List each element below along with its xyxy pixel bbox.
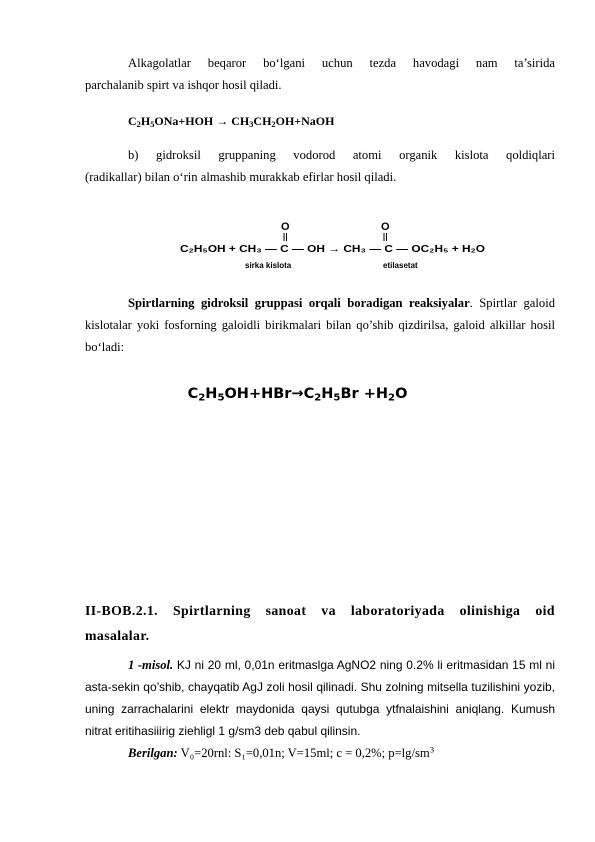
paragraph-alcoholates [85, 52, 555, 96]
paragraph-line: Alkagolatlar beqaror bo‘lgani uchun tezda havodagi nam ta’sirida [128, 56, 555, 70]
given-sup: 3 [429, 744, 435, 755]
heading-word: Spirtlarning [172, 603, 251, 618]
given-label: Berilgan: [128, 746, 178, 760]
equation-part: $C_2H_5ONa+HOH$ → $CH_3CH_2OH+NaOH$ [128, 114, 335, 130]
paragraph-line: b) gidroksil gruppaning vodorod atomi organik kislota qoldiqlari [128, 148, 555, 162]
heading-word: sanoat [265, 603, 307, 618]
scheme-reaction: C₂H₅OH + CH₃ — C — OH → CH₃ — C — OC₂H₅ + H₂O [180, 243, 485, 255]
oxygen-left: O [281, 221, 290, 233]
label-ethyl-acetate: etilasetat [383, 261, 418, 270]
heading-word: II-BOB.2.1. [85, 603, 159, 618]
section-heading [85, 598, 555, 648]
heading-word: laboratoriyada [350, 603, 445, 618]
paragraph-line: (radikallar) bilan o‘rin almashib murakkab efirlar hosil qiladi. [85, 170, 397, 184]
heading-line: masalalar. [85, 628, 150, 643]
oxygen-right: O [381, 221, 390, 233]
esterification-scheme [175, 217, 495, 277]
heading-word: olinishiga [459, 603, 521, 618]
paragraph-text: . Spirtlar galoid kislotalar yoki fosforning galoidli birikmalari bilan qo’shib qizdirilsa, galoid alkillar hosil bo‘ladi: [85, 296, 555, 354]
heading-word: va [321, 603, 336, 618]
paragraph-line: parchalanib spirt va ishqor hosil qiladi. [85, 78, 282, 92]
equation-hydrolysis [85, 110, 555, 132]
given-data [85, 742, 555, 764]
example-problem [85, 654, 555, 742]
example-label: 1 -misol. [128, 658, 174, 672]
given-text: V₀=20rnl: S₁=0,01n; V=15ml; c = 0,2%; p=lg/sm [177, 746, 430, 760]
heading-word: oid [535, 603, 555, 618]
paragraph-halide [85, 292, 555, 358]
paragraph-bold-term: Spirtlarning gidroksil gruppasi orqali boradigan reaksiyalar [128, 296, 470, 310]
label-acetic-acid: sirka kislota [245, 261, 292, 270]
example-text: KJ ni 20 ml, 0,01n eritmaslga AgNO2 ning 0.2% li eritmasidan 15 ml ni asta-sekin qo’shib, chayqatib AgJ zoli hosil qilinadi. Shu zolning mitsella tuzilishini yozib, uning zarrachalarini elektr maydonida qaysi qutubga ytfnalaishini aniqlang. Kumush nitrat eritihasiiirig ziehligl 1 g/sm3 deb qabul qilinsin. [85, 658, 556, 738]
equation-ethyl-bromide: $C_2H_5OH+HBr\to C_2H_5Br +H_2O$ [187, 386, 408, 404]
paragraph-esterification [85, 144, 555, 188]
